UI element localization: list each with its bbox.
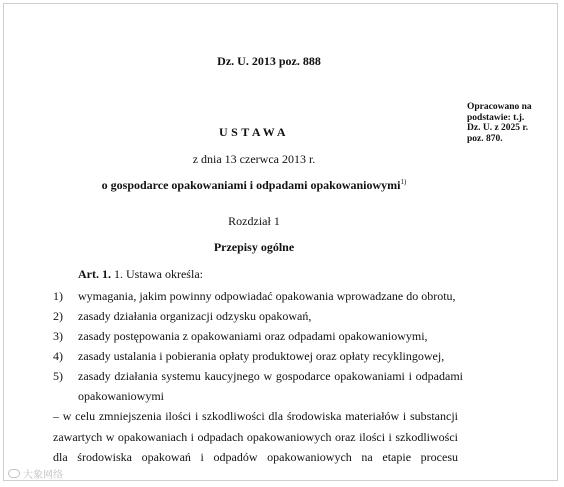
journal-reference: Dz. U. 2013 poz. 888: [217, 54, 321, 68]
list-item-text: wymagania, jakim powinny odpowiadać opakowania wprowadzane do obrotu,: [78, 289, 456, 303]
act-subject-text: o gospodarce opakowaniami i odpadami opakowaniowymi: [101, 178, 401, 192]
act-date: z dnia 13 czerwca 2013 r.: [192, 152, 316, 166]
document-page: [3, 3, 558, 481]
list-item-text: zasady działania organizacji odzysku opakowań,: [78, 309, 312, 323]
closing-paragraph: [53, 406, 458, 468]
source-note-line: Dz. U. z 2025 r.: [467, 123, 529, 133]
list-item-number: 5): [53, 369, 63, 383]
list-item-number: 4): [53, 349, 63, 363]
watermark-logo-icon: [8, 469, 20, 478]
article-label: Art. 1.: [78, 267, 111, 281]
article-heading: [78, 267, 203, 282]
list-item: [53, 326, 463, 346]
chapter-number: Rozdział 1: [228, 214, 280, 228]
list-item-text: zasady działania systemu kaucyjnego w gospodarce opakowaniami i odpadami opakowaniowymi: [78, 369, 463, 403]
act-subject: [4, 178, 504, 193]
list-item-number: 3): [53, 329, 63, 343]
list-item-text: zasady postępowania z opakowaniami oraz odpadami opakowaniowymi,: [78, 329, 428, 343]
watermark-text: 大象网络: [23, 470, 63, 481]
watermark: [8, 466, 63, 481]
closing-line: – w celu zmniejszenia ilości i szkodliwości dla środowiska materiałów i substancji: [53, 409, 458, 423]
list-item: [53, 366, 463, 406]
closing-line: dla środowiska opakowań i odpadów opakowaniowych na etapie procesu: [53, 450, 458, 464]
source-note-line: poz. 870.: [467, 133, 503, 144]
source-note-line: Opracowano na: [467, 102, 532, 112]
footnote-marker: 1): [400, 178, 407, 186]
article-text: 1. Ustawa określa:: [114, 267, 203, 281]
list-item: [53, 306, 463, 326]
list-item-text: zasady ustalania i pobierania opłaty produktowej oraz opłaty recyklingowej,: [78, 349, 445, 363]
list-item: [53, 286, 463, 306]
source-note-line: podstawie: t.j.: [467, 112, 525, 123]
list-item-number: 2): [53, 309, 63, 323]
provision-list: [53, 286, 463, 406]
list-item-number: 1): [53, 289, 63, 303]
list-item: [53, 346, 463, 366]
chapter-title: Przepisy ogólne: [213, 240, 295, 254]
closing-line: zawartych w opakowaniach i odpadach opakowaniowych oraz ilości i szkodliwości: [53, 429, 458, 444]
act-title: USTAWA: [218, 125, 290, 139]
